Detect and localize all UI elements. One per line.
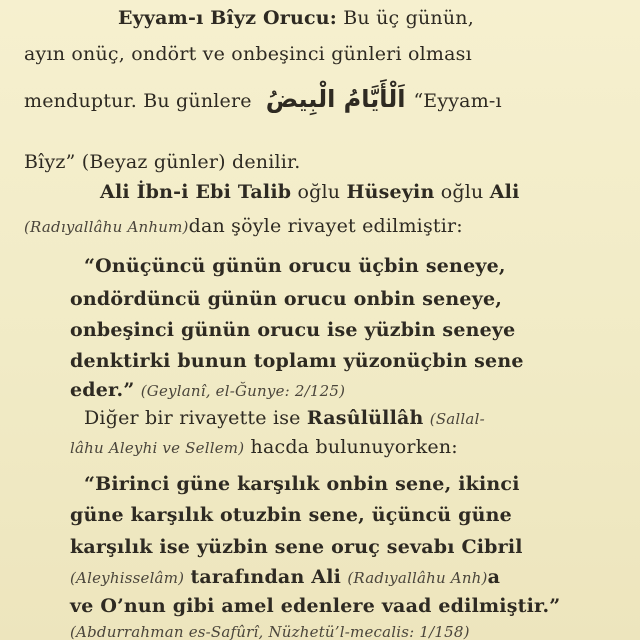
quote-line: ve O’nun gibi amel edenlere vaad edilmiştir.” bbox=[70, 595, 561, 617]
honorific: (Radıyallâhu Anh) bbox=[347, 569, 488, 587]
paragraph-line bbox=[70, 435, 458, 460]
quote-line: onbeşinci günün orucu ise yüzbin seneye bbox=[70, 319, 516, 341]
text: oğlu bbox=[297, 181, 341, 203]
text: a bbox=[487, 566, 501, 588]
paragraph-line bbox=[118, 6, 474, 30]
paragraph-line bbox=[100, 180, 520, 204]
paragraph-line bbox=[24, 150, 300, 174]
quote-line: “Birinci güne karşılık onbin sene, ikinci bbox=[84, 473, 520, 495]
quote-line: ondördüncü günün orucu onbin seneye, bbox=[70, 288, 503, 310]
quote-line bbox=[70, 565, 500, 590]
paragraph-line bbox=[24, 87, 502, 113]
quote-line: güne karşılık otuzbin sene, üçüncü güne bbox=[70, 504, 512, 526]
text: menduptur. Bu günlere bbox=[24, 90, 252, 112]
name: Ali İbn-i Ebi Talib bbox=[100, 181, 292, 203]
honorific: (Aleyhisselâm) bbox=[70, 569, 185, 587]
paragraph-line bbox=[84, 406, 485, 431]
quote-line bbox=[70, 378, 345, 403]
text: Bu üç günün, bbox=[343, 7, 474, 29]
quote-line: karşılık ise yüzbin sene oruç sevabı Cibril bbox=[70, 536, 523, 558]
honorific: (Sallal- bbox=[429, 410, 485, 428]
paragraph-line bbox=[24, 214, 463, 239]
text: dan şöyle rivayet edilmiştir: bbox=[188, 215, 463, 237]
text: Diğer bir rivayette ise bbox=[84, 407, 301, 429]
name: Hüseyin bbox=[346, 181, 435, 203]
text: hacda bulunuyorken: bbox=[250, 436, 458, 458]
honorific: (Radıyallâhu Anhum) bbox=[24, 218, 189, 236]
citation: (Geylanî, el-Ğunye: 2/125) bbox=[140, 382, 346, 400]
text: “Eyyam-ı bbox=[413, 90, 502, 112]
citation: (Abdurrahman es-Safûrî, Nüzhetü’l-mecalis: 1/158) bbox=[70, 623, 470, 640]
text: ayın onüç, ondört ve onbeşinci günleri olması bbox=[24, 43, 472, 65]
section-title: Eyyam-ı Bîyz Orucu: bbox=[118, 7, 337, 29]
honorific: lâhu Aleyhi ve Sellem) bbox=[70, 439, 245, 457]
paragraph-line bbox=[24, 42, 472, 66]
quote-line: “Onüçüncü günün orucu üçbin seneye, bbox=[84, 255, 506, 277]
text: oğlu bbox=[440, 181, 484, 203]
arabic-phrase: اَلْأَيَّامُ الْبِيضُ bbox=[265, 85, 406, 113]
quote-line: denktirki bunun toplamı yüzonüçbin sene bbox=[70, 350, 524, 372]
text: eder.” bbox=[70, 379, 135, 401]
text: Bîyz” (Beyaz günler) denilir. bbox=[24, 151, 301, 173]
name: Rasûlüllâh bbox=[306, 407, 424, 429]
name: Ali bbox=[489, 181, 520, 203]
text: tarafından Ali bbox=[190, 566, 342, 588]
